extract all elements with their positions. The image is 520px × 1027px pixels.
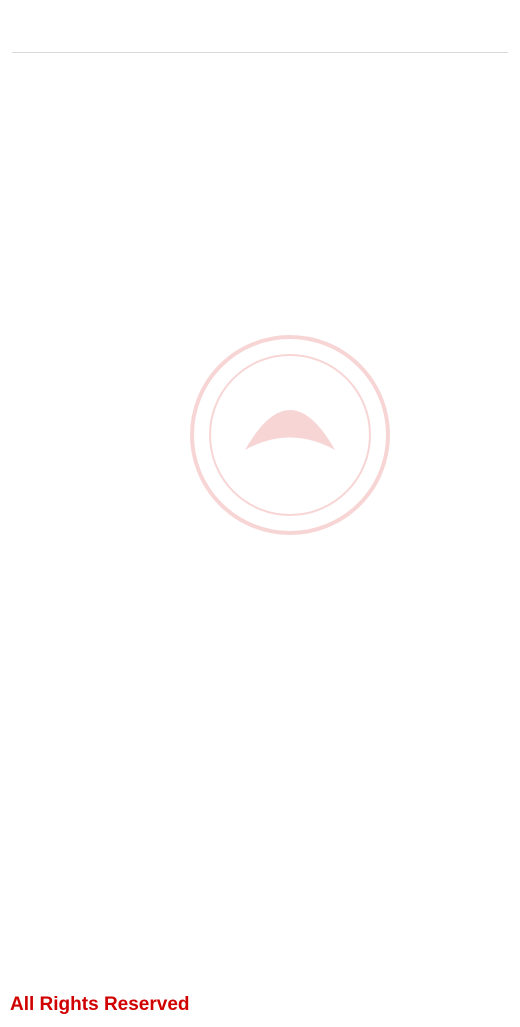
article-paragraph <box>10 578 510 604</box>
footer <box>10 990 510 1020</box>
article-paragraph <box>10 240 510 266</box>
article-paragraph <box>10 838 510 864</box>
article-paragraph <box>10 552 510 578</box>
article-paragraph <box>10 812 510 838</box>
article-paragraph <box>10 760 510 786</box>
article-paragraph <box>10 630 510 656</box>
article-paragraph <box>10 84 510 110</box>
article-paragraph <box>10 786 510 812</box>
article-paragraph <box>10 58 510 84</box>
article-paragraph <box>10 136 510 162</box>
article-paragraph <box>10 500 510 526</box>
article-paragraph <box>10 162 510 188</box>
article-paragraph <box>10 396 510 422</box>
footer-all-rights-reserved: All Rights Reserved <box>10 994 190 1015</box>
article-body <box>10 58 510 980</box>
article-paragraph <box>10 474 510 500</box>
article-paragraph <box>10 916 510 942</box>
article-paragraph <box>10 656 510 682</box>
article-paragraph <box>10 318 510 344</box>
article-paragraph <box>10 448 510 474</box>
article-paragraph <box>10 214 510 240</box>
article-paragraph <box>10 604 510 630</box>
article-paragraph <box>10 188 510 214</box>
headline-divider <box>12 52 508 53</box>
article-paragraph <box>10 422 510 448</box>
article-paragraph <box>10 344 510 370</box>
article-paragraph <box>10 734 510 760</box>
article-paragraph <box>10 292 510 318</box>
article-paragraph <box>10 890 510 916</box>
article-paragraph <box>10 864 510 890</box>
article-paragraph <box>10 682 510 708</box>
article-paragraph <box>10 370 510 396</box>
article-paragraph <box>10 110 510 136</box>
article-paragraph <box>10 526 510 552</box>
article-paragraph <box>10 266 510 292</box>
headline <box>12 8 508 50</box>
article-paragraph <box>10 708 510 734</box>
